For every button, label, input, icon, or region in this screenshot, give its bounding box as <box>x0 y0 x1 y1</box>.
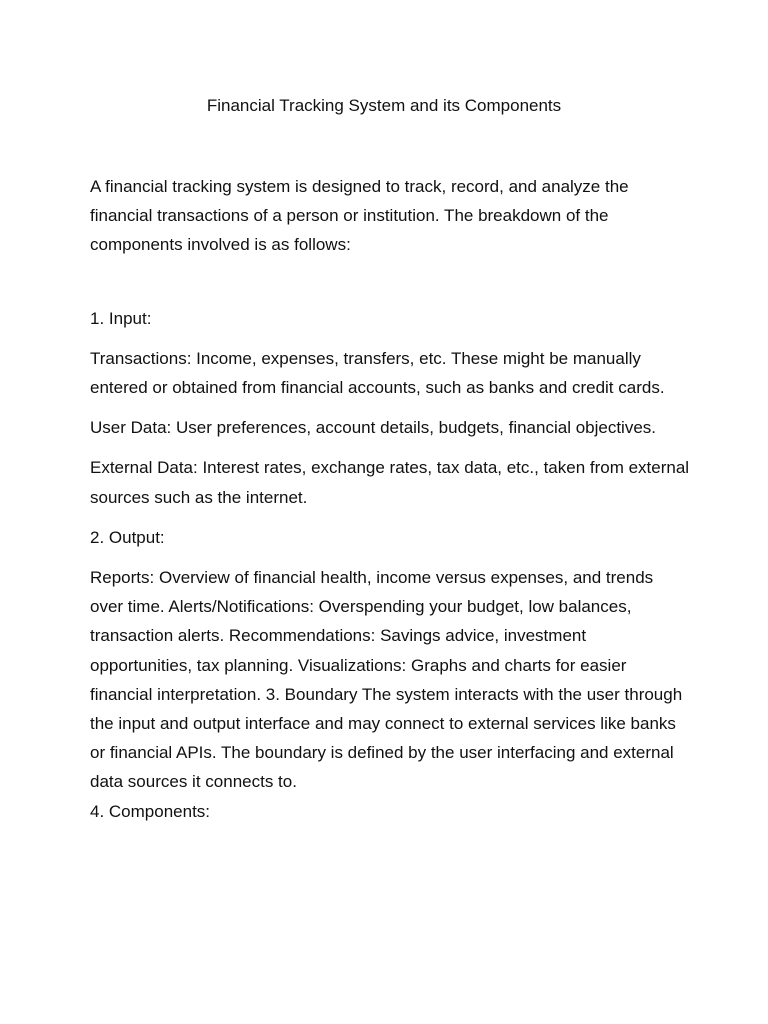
transactions-paragraph: Transactions: Income, expenses, transfers, etc. These might be manually entered or obtained from financial accounts, such as banks and credit cards. <box>90 348 665 398</box>
output-paragraph: Reports: Overview of financial health, income versus expenses, and trends over time. Alerts/Notifications: Overspending your budget, low balances, transaction alerts. Recommendations: Savings advice, investment opportunities, tax planning. Visualizations: Graphs and charts for easier financial interpretation. 3. Boundary The system interacts with the user through the input and output interface and may connect to external services like banks or financial APIs. The boundary is defined by the user interfacing and external data sources it connects to. <box>90 568 683 792</box>
external-data-paragraph: External Data: Interest rates, exchange rates, tax data, etc., taken from external sources such as the internet. <box>90 458 690 507</box>
document-body <box>90 172 690 826</box>
document-title: Financial Tracking System and its Components <box>206 96 562 115</box>
user-data-paragraph: User Data: User preferences, account details, budgets, financial objectives. <box>90 418 657 438</box>
intro-paragraph: A financial tracking system is designed to track, record, and analyze the financial transactions of a person or institution. The breakdown of the components involved is as follows: <box>90 177 629 255</box>
section-output-heading: 2. Output: <box>90 527 165 547</box>
section-input-heading: 1. Input: <box>90 308 152 328</box>
section-components-heading: 4. Components: <box>90 801 211 821</box>
